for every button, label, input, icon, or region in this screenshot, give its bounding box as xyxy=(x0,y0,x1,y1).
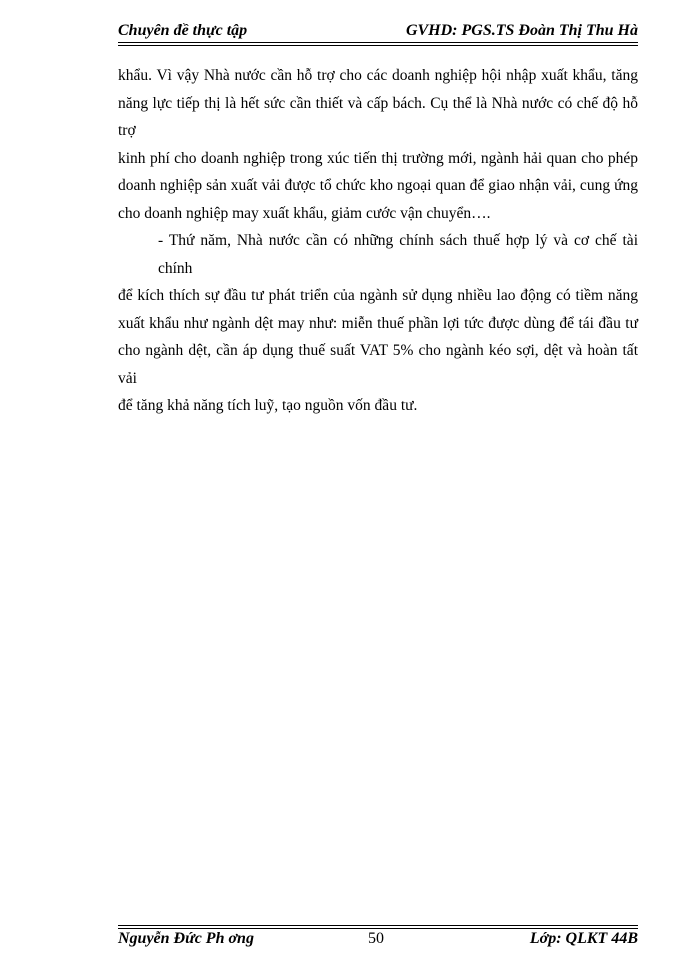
page-header xyxy=(118,22,638,42)
paragraph-line: cho ngành dệt, cần áp dụng thuế suất VAT 5% cho ngành kéo sợi, dệt và hoàn tất vải xyxy=(118,342,638,387)
paragraph-line: kinh phí cho doanh nghiệp trong xúc tiến thị trường mới, ngành hải quan cho phép xyxy=(118,149,638,167)
paragraph-1 xyxy=(118,62,638,227)
header-divider xyxy=(118,42,638,46)
paragraph-line: cho doanh nghiệp may xuất khẩu, giảm cước vận chuyển…. xyxy=(118,204,491,222)
paragraph-line: khẩu. Vì vậy Nhà nước cần hỗ trợ cho các doanh nghiệp hội nhập xuất khẩu, tăng xyxy=(118,67,638,84)
page-number: 50 xyxy=(368,930,384,947)
header-document-type: Chuyên đề thực tập xyxy=(118,22,248,39)
paragraph-line: - Thứ năm, Nhà nước cần có những chính sách thuế hợp lý và cơ chế tài chính xyxy=(158,232,638,277)
header-supervisor: GVHD: PGS.TS Đoàn Thị Thu Hà xyxy=(405,22,638,39)
paragraph-line: để tăng khả năng tích luỹ, tạo nguồn vốn đầu tư. xyxy=(118,397,418,414)
paragraph-line: để kích thích sự đầu tư phát triển của ngành sử dụng nhiều lao động có tiềm năng xyxy=(118,287,638,304)
footer-class: Lớp: QLKT 44B xyxy=(529,930,638,947)
footer-divider xyxy=(118,925,638,929)
paragraph-line: doanh nghiệp sản xuất vải được tổ chức kho ngoại quan để giao nhận vải, cung ứng xyxy=(118,177,638,194)
page-footer xyxy=(118,930,638,952)
paragraph-line: xuất khẩu như ngành dệt may như: miễn thuế phần lợi tức được dùng để tái đầu tư xyxy=(118,314,638,332)
paragraph-2 xyxy=(118,227,638,420)
footer-author: Nguyễn Đức Ph ơng xyxy=(118,930,254,947)
page-content xyxy=(118,62,638,420)
paragraph-line: năng lực tiếp thị là hết sức cần thiết và cấp bách. Cụ thể là Nhà nước có chế độ hỗ trợ xyxy=(118,94,638,139)
